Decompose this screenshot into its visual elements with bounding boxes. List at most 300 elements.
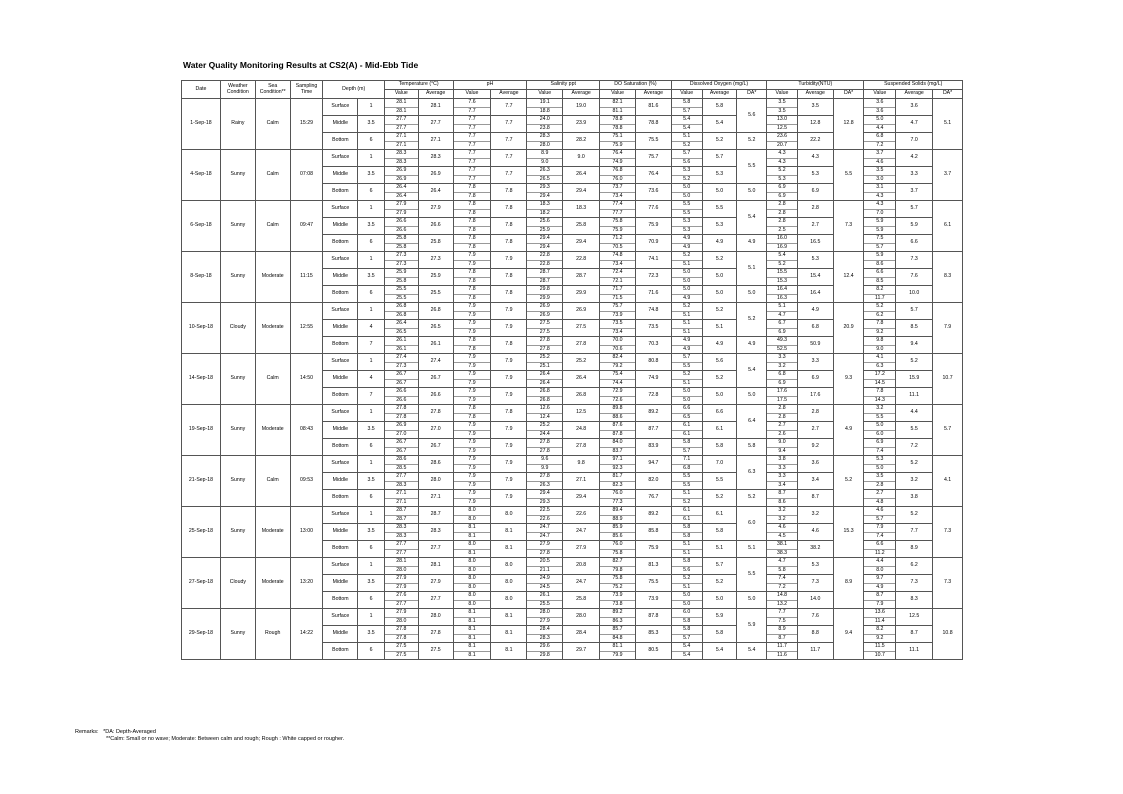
- value-cell: 24.9 24.5: [527, 575, 563, 592]
- average-cell: 5.0: [702, 286, 737, 303]
- average-cell: 5.0: [702, 388, 737, 405]
- depth-cell: 3.5: [358, 422, 385, 439]
- value-cell: 7.7 7.5: [767, 609, 798, 626]
- position-cell: Surface: [323, 354, 358, 371]
- position-cell: Bottom: [323, 133, 358, 150]
- value-cell: 6.8 7.2: [864, 133, 896, 150]
- average-cell: 27.1: [418, 133, 453, 150]
- value-cell: 5.3 5.0: [864, 456, 896, 473]
- header-ph: pH: [453, 81, 527, 90]
- value-cell: 8.0 8.0: [453, 558, 491, 575]
- position-cell: Surface: [323, 201, 358, 218]
- average-cell: 8.1: [491, 524, 527, 541]
- suspended-solids-da-cell: 8.3: [933, 252, 963, 303]
- value-cell: 9.6 9.9: [527, 456, 563, 473]
- value-cell: 8.2 11.7: [864, 286, 896, 303]
- average-cell: 7.9: [491, 439, 527, 456]
- value-cell: 5.0 5.0: [671, 592, 702, 609]
- position-cell: Surface: [323, 252, 358, 269]
- average-cell: 76.7: [635, 490, 671, 507]
- header-do-saturation: DO Saturation (%): [600, 81, 672, 90]
- suspended-solids-da-cell: 6.1: [933, 201, 963, 252]
- date-cell: 6-Sep-18: [182, 201, 221, 252]
- average-cell: 3.3: [896, 167, 933, 184]
- weather-cell: Sunny: [220, 405, 255, 456]
- value-cell: 81.7 82.3: [600, 473, 636, 490]
- header-dissolved-oxygen: Dissolved Oxygen (mg/L): [671, 81, 766, 90]
- average-cell: 75.7: [635, 150, 671, 167]
- average-cell: 5.7: [896, 201, 933, 218]
- average-cell: 5.0: [702, 184, 737, 201]
- value-cell: 85.9 85.6: [600, 524, 636, 541]
- depth-cell: 1: [358, 303, 385, 320]
- depth-cell: 3.5: [358, 269, 385, 286]
- weather-cell: Sunny: [220, 456, 255, 507]
- value-cell: 7.9 7.9: [453, 303, 491, 320]
- value-cell: 4.6 4.5: [767, 524, 798, 541]
- depth-cell: 1: [358, 252, 385, 269]
- average-cell: 26.8: [418, 303, 453, 320]
- value-cell: 27.5 27.5: [527, 320, 563, 337]
- value-cell: 89.4 88.9: [600, 507, 636, 524]
- value-cell: 7.8 7.8: [453, 269, 491, 286]
- value-cell: 28.7 28.7: [527, 269, 563, 286]
- depth-cell: 4: [358, 371, 385, 388]
- value-cell: 76.4 74.9: [600, 150, 636, 167]
- value-cell: 5.8 5.7: [671, 626, 702, 643]
- value-cell: 4.9 4.9: [671, 235, 702, 252]
- header-turbidity: Turbidity(NTU): [767, 81, 864, 90]
- sea-condition-cell: Moderate: [255, 558, 290, 609]
- value-cell: 5.0 4.4: [864, 116, 896, 133]
- value-cell: 22.5 22.6: [527, 507, 563, 524]
- average-cell: 7.3: [797, 575, 833, 592]
- average-cell: 5.3: [797, 558, 833, 575]
- depth-cell: 7: [358, 388, 385, 405]
- sea-condition-cell: Rough: [255, 609, 290, 660]
- value-cell: 27.8 27.8: [384, 405, 418, 422]
- average-cell: 5.7: [702, 150, 737, 167]
- sea-condition-cell: Calm: [255, 354, 290, 405]
- average-cell: 28.7: [418, 507, 453, 524]
- value-cell: 28.3 28.3: [384, 524, 418, 541]
- value-cell: 76.8 76.0: [600, 167, 636, 184]
- date-cell: 8-Sep-18: [182, 252, 221, 303]
- sea-condition-cell: Moderate: [255, 507, 290, 558]
- sea-condition-cell: Moderate: [255, 405, 290, 456]
- do-da-cell: 5.4: [737, 201, 767, 235]
- remarks-label: Remarks:: [75, 729, 99, 735]
- value-cell: 29.4 29.3: [527, 490, 563, 507]
- do-da-cell: 5.5: [737, 150, 767, 184]
- average-cell: 6.1: [702, 507, 737, 524]
- value-cell: 26.8 26.8: [527, 388, 563, 405]
- sea-condition-cell: Moderate: [255, 303, 290, 354]
- average-cell: 6.6: [702, 405, 737, 422]
- do-da-cell: 5.8: [737, 439, 767, 456]
- average-cell: 83.9: [635, 439, 671, 456]
- header-row-1: [182, 81, 963, 90]
- water-quality-table: [181, 80, 963, 660]
- average-cell: 7.3: [896, 252, 933, 269]
- average-cell: 9.2: [797, 439, 833, 456]
- value-cell: 72.9 72.6: [600, 388, 636, 405]
- header-average: Average: [702, 90, 737, 99]
- average-cell: 71.6: [635, 286, 671, 303]
- value-cell: 73.5 73.4: [600, 320, 636, 337]
- average-cell: 25.8: [418, 235, 453, 252]
- average-cell: 3.7: [896, 184, 933, 201]
- sea-condition-cell: Calm: [255, 456, 290, 507]
- position-cell: Middle: [323, 167, 358, 184]
- value-cell: 70.0 70.6: [600, 337, 636, 354]
- value-cell: 4.7 5.8: [767, 558, 798, 575]
- average-cell: 28.7: [563, 269, 600, 286]
- value-cell: 6.1 6.1: [671, 507, 702, 524]
- value-cell: 25.8 25.8: [384, 235, 418, 252]
- average-cell: 72.3: [635, 269, 671, 286]
- average-cell: 26.1: [418, 337, 453, 354]
- average-cell: 8.0: [491, 575, 527, 592]
- position-cell: Middle: [323, 422, 358, 439]
- do-da-cell: 5.1: [737, 541, 767, 558]
- do-da-cell: 5.0: [737, 388, 767, 405]
- average-cell: 75.5: [635, 575, 671, 592]
- value-cell: 5.2 5.1: [671, 303, 702, 320]
- value-cell: 28.3 28.3: [384, 150, 418, 167]
- value-cell: 85.7 84.8: [600, 626, 636, 643]
- value-cell: 5.2 5.3: [767, 167, 798, 184]
- average-cell: 3.2: [797, 507, 833, 524]
- remarks-line-2: **Calm: Small or no wave; Moderate: Between calm and rough; Rough : White capped or rougher.: [106, 736, 345, 742]
- average-cell: 7.6: [797, 609, 833, 626]
- value-cell: 3.7 4.6: [864, 150, 896, 167]
- average-cell: 4.4: [896, 405, 933, 422]
- value-cell: 6.6 6.5: [671, 405, 702, 422]
- value-cell: 7.8 7.8: [453, 405, 491, 422]
- table-row: [182, 405, 963, 422]
- value-cell: 12.6 12.4: [527, 405, 563, 422]
- table-row: [182, 507, 963, 524]
- value-cell: 26.4 26.5: [384, 320, 418, 337]
- value-cell: 5.2 5.1: [671, 371, 702, 388]
- average-cell: 7.8: [491, 286, 527, 303]
- value-cell: 28.1 28.1: [384, 99, 418, 116]
- value-cell: 27.9 27.9: [384, 201, 418, 218]
- position-cell: Middle: [323, 473, 358, 490]
- average-cell: 29.7: [563, 643, 600, 660]
- value-cell: 75.8 75.2: [600, 575, 636, 592]
- value-cell: 29.4 29.4: [527, 235, 563, 252]
- position-cell: Bottom: [323, 235, 358, 252]
- depth-cell: 3.5: [358, 524, 385, 541]
- depth-cell: 3.5: [358, 116, 385, 133]
- value-cell: 26.6 26.6: [384, 218, 418, 235]
- value-cell: 7.9 7.4: [864, 524, 896, 541]
- suspended-solids-da-cell: 4.1: [933, 456, 963, 507]
- value-cell: 7.9 7.9: [453, 320, 491, 337]
- value-cell: 5.7 5.6: [671, 150, 702, 167]
- value-cell: 28.1 28.0: [384, 558, 418, 575]
- value-cell: 73.7 73.4: [600, 184, 636, 201]
- value-cell: 9.7 4.9: [864, 575, 896, 592]
- value-cell: 17.2 14.5: [864, 371, 896, 388]
- value-cell: 4.3 4.3: [767, 150, 798, 167]
- average-cell: 22.6: [563, 507, 600, 524]
- table-row: [182, 354, 963, 371]
- average-cell: 6.9: [797, 184, 833, 201]
- value-cell: 9.8 9.0: [864, 337, 896, 354]
- value-cell: 16.4 16.3: [767, 286, 798, 303]
- average-cell: 29.4: [563, 184, 600, 201]
- average-cell: 8.1: [491, 609, 527, 626]
- average-cell: 81.3: [635, 558, 671, 575]
- average-cell: 8.5: [896, 320, 933, 337]
- value-cell: 2.7 4.8: [864, 490, 896, 507]
- header-sampling: Sampling Time: [290, 81, 323, 99]
- position-cell: Surface: [323, 405, 358, 422]
- turbidity-da-cell: 20.9: [833, 303, 864, 354]
- value-cell: 6.9 7.4: [864, 439, 896, 456]
- average-cell: 8.0: [491, 507, 527, 524]
- header-value: Value: [384, 90, 418, 99]
- depth-cell: 6: [358, 235, 385, 252]
- suspended-solids-da-cell: 3.7: [933, 150, 963, 201]
- depth-cell: 1: [358, 558, 385, 575]
- average-cell: 5.4: [702, 116, 737, 133]
- value-cell: 5.0 4.9: [671, 286, 702, 303]
- average-cell: 3.6: [797, 456, 833, 473]
- average-cell: 5.2: [702, 252, 737, 269]
- value-cell: 11.5 10.7: [864, 643, 896, 660]
- average-cell: 7.9: [491, 303, 527, 320]
- average-cell: 81.6: [635, 99, 671, 116]
- value-cell: 3.1 4.3: [864, 184, 896, 201]
- suspended-solids-da-cell: 10.7: [933, 354, 963, 405]
- do-da-cell: 5.2: [737, 133, 767, 150]
- value-cell: 5.8 5.6: [671, 558, 702, 575]
- value-cell: 76.0 77.3: [600, 490, 636, 507]
- remarks-line-1: *DA: Depth-Averaged: [103, 729, 156, 735]
- do-da-cell: 5.0: [737, 286, 767, 303]
- value-cell: 7.8 9.2: [864, 320, 896, 337]
- value-cell: 26.4 26.4: [384, 184, 418, 201]
- average-cell: 17.6: [797, 388, 833, 405]
- value-cell: 2.8 2.8: [767, 201, 798, 218]
- header-value: Value: [671, 90, 702, 99]
- value-cell: 5.1 4.7: [767, 303, 798, 320]
- value-cell: 8.1 8.1: [453, 524, 491, 541]
- sampling-time-cell: 14:50: [290, 354, 323, 405]
- average-cell: 12.8: [797, 116, 833, 133]
- value-cell: 5.0 5.0: [671, 269, 702, 286]
- value-cell: 7.7 7.7: [453, 167, 491, 184]
- value-cell: 29.8 29.9: [527, 286, 563, 303]
- value-cell: 77.4 77.7: [600, 201, 636, 218]
- value-cell: 9.0 9.4: [767, 439, 798, 456]
- value-cell: 23.6 20.7: [767, 133, 798, 150]
- average-cell: 28.6: [418, 456, 453, 473]
- value-cell: 5.3 5.3: [671, 218, 702, 235]
- header-da: DA*: [833, 90, 864, 99]
- average-cell: 4.9: [702, 235, 737, 252]
- depth-cell: 6: [358, 286, 385, 303]
- average-cell: 50.9: [797, 337, 833, 354]
- average-cell: 11.1: [896, 643, 933, 660]
- value-cell: 8.7 7.9: [864, 592, 896, 609]
- average-cell: 8.0: [491, 592, 527, 609]
- value-cell: 26.9 27.0: [384, 422, 418, 439]
- average-cell: 11.1: [896, 388, 933, 405]
- average-cell: 7.9: [491, 320, 527, 337]
- position-cell: Bottom: [323, 388, 358, 405]
- average-cell: 26.7: [418, 439, 453, 456]
- value-cell: 6.8 6.9: [767, 371, 798, 388]
- average-cell: 5.4: [702, 643, 737, 660]
- average-cell: 5.2: [896, 507, 933, 524]
- average-cell: 7.7: [491, 150, 527, 167]
- value-cell: 7.8 7.8: [453, 184, 491, 201]
- average-cell: 24.7: [563, 524, 600, 541]
- value-cell: 28.4 28.3: [527, 626, 563, 643]
- average-cell: 80.8: [635, 354, 671, 371]
- table-row: [182, 609, 963, 626]
- average-cell: 27.1: [418, 490, 453, 507]
- do-da-cell: 4.9: [737, 337, 767, 354]
- average-cell: 4.9: [797, 303, 833, 320]
- position-cell: Surface: [323, 99, 358, 116]
- average-cell: 5.1: [702, 320, 737, 337]
- do-da-cell: 5.9: [737, 609, 767, 643]
- average-cell: 77.6: [635, 201, 671, 218]
- value-cell: 7.1 6.8: [671, 456, 702, 473]
- value-cell: 5.1 5.1: [671, 320, 702, 337]
- average-cell: 15.9: [896, 371, 933, 388]
- position-cell: Middle: [323, 218, 358, 235]
- value-cell: 27.5 27.5: [384, 643, 418, 660]
- average-cell: 5.2: [896, 456, 933, 473]
- position-cell: Middle: [323, 116, 358, 133]
- suspended-solids-da-cell: 5.7: [933, 405, 963, 456]
- turbidity-da-cell: 5.2: [833, 456, 864, 507]
- average-cell: 18.3: [563, 201, 600, 218]
- average-cell: 27.9: [418, 575, 453, 592]
- average-cell: 73.6: [635, 184, 671, 201]
- average-cell: 26.4: [563, 371, 600, 388]
- do-da-cell: 5.4: [737, 643, 767, 660]
- average-cell: 28.3: [418, 150, 453, 167]
- do-da-cell: 5.0: [737, 592, 767, 609]
- header-weather: Weather Condition: [220, 81, 255, 99]
- position-cell: Bottom: [323, 337, 358, 354]
- average-cell: 26.9: [418, 167, 453, 184]
- sampling-time-cell: 14:22: [290, 609, 323, 660]
- sampling-time-cell: 13:20: [290, 558, 323, 609]
- value-cell: 5.8 5.7: [671, 439, 702, 456]
- value-cell: 27.8 26.3: [527, 473, 563, 490]
- average-cell: 87.8: [635, 609, 671, 626]
- weather-cell: Sunny: [220, 201, 255, 252]
- average-cell: 38.2: [797, 541, 833, 558]
- position-cell: Bottom: [323, 592, 358, 609]
- average-cell: 89.2: [635, 507, 671, 524]
- value-cell: 24.0 23.8: [527, 116, 563, 133]
- average-cell: 8.7: [896, 626, 933, 643]
- average-cell: 22.8: [563, 252, 600, 269]
- turbidity-da-cell: 4.9: [833, 405, 864, 456]
- position-cell: Bottom: [323, 643, 358, 660]
- date-cell: 1-Sep-18: [182, 99, 221, 150]
- header-temperature: Temperature (°C): [384, 81, 453, 90]
- value-cell: 38.1 38.3: [767, 541, 798, 558]
- do-da-cell: 5.0: [737, 184, 767, 201]
- value-cell: 25.2 24.4: [527, 422, 563, 439]
- average-cell: 27.8: [418, 626, 453, 643]
- value-cell: 5.0 5.0: [671, 388, 702, 405]
- average-cell: 20.8: [563, 558, 600, 575]
- average-cell: 7.7: [896, 524, 933, 541]
- depth-cell: 6: [358, 490, 385, 507]
- value-cell: 75.8 75.9: [600, 218, 636, 235]
- value-cell: 7.7 7.7: [453, 150, 491, 167]
- header-value: Value: [767, 90, 798, 99]
- do-da-cell: 5.2: [737, 303, 767, 337]
- value-cell: 26.1 26.1: [384, 337, 418, 354]
- value-cell: 27.8 27.8: [384, 626, 418, 643]
- value-cell: 26.7 26.7: [384, 439, 418, 456]
- value-cell: 87.6 87.8: [600, 422, 636, 439]
- value-cell: 5.4 5.2: [767, 252, 798, 269]
- value-cell: 6.0 5.8: [671, 609, 702, 626]
- value-cell: 4.3 7.0: [864, 201, 896, 218]
- position-cell: Surface: [323, 507, 358, 524]
- value-cell: 13.0 12.5: [767, 116, 798, 133]
- header-da: DA*: [737, 90, 767, 99]
- value-cell: 5.1 5.1: [671, 541, 702, 558]
- value-cell: 8.0 8.0: [453, 592, 491, 609]
- value-cell: 17.6 17.5: [767, 388, 798, 405]
- turbidity-da-cell: 7.3: [833, 201, 864, 252]
- value-cell: 7.8 7.8: [453, 286, 491, 303]
- value-cell: 8.0 8.1: [453, 541, 491, 558]
- average-cell: 7.9: [491, 371, 527, 388]
- depth-cell: 1: [358, 405, 385, 422]
- average-cell: 27.7: [418, 592, 453, 609]
- value-cell: 29.3 29.4: [527, 184, 563, 201]
- average-cell: 8.8: [797, 626, 833, 643]
- average-cell: 26.4: [563, 167, 600, 184]
- value-cell: 82.7 79.8: [600, 558, 636, 575]
- table-row: [182, 558, 963, 575]
- average-cell: 7.9: [491, 490, 527, 507]
- average-cell: 70.9: [635, 235, 671, 252]
- value-cell: 5.4 5.4: [671, 116, 702, 133]
- value-cell: 24.7 24.7: [527, 524, 563, 541]
- average-cell: 5.0: [702, 592, 737, 609]
- value-cell: 75.4 74.4: [600, 371, 636, 388]
- value-cell: 2.8 2.8: [767, 405, 798, 422]
- average-cell: 24.7: [563, 575, 600, 592]
- average-cell: 75.5: [635, 133, 671, 150]
- average-cell: 3.5: [797, 99, 833, 116]
- average-cell: 7.8: [491, 235, 527, 252]
- average-cell: 27.8: [418, 405, 453, 422]
- value-cell: 6.6 8.5: [864, 269, 896, 286]
- value-cell: 26.9 26.9: [384, 167, 418, 184]
- position-cell: Middle: [323, 371, 358, 388]
- value-cell: 4.6 5.7: [864, 507, 896, 524]
- value-cell: 5.3 5.2: [671, 167, 702, 184]
